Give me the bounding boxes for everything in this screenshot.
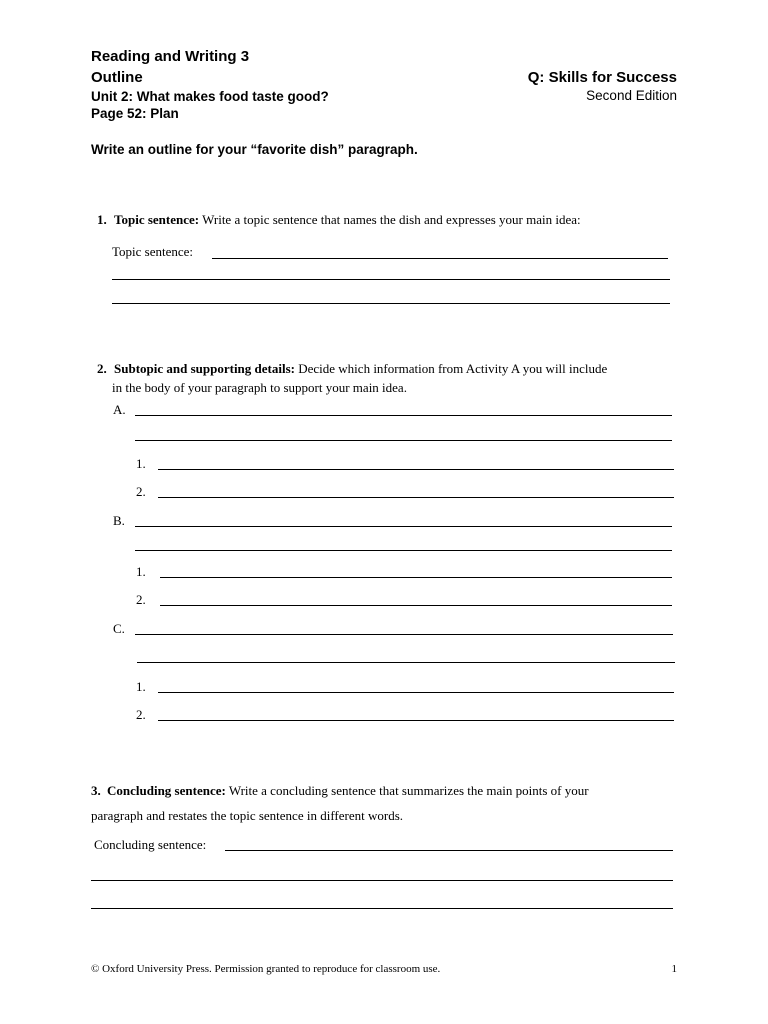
detail-number: 2. — [136, 707, 146, 722]
brand-title: Q: Skills for Success — [527, 69, 677, 86]
topic-sentence-label: Topic sentence: — [112, 244, 194, 259]
subtopic-line[interactable] — [135, 634, 673, 635]
detail-line[interactable] — [158, 692, 674, 693]
subtopic-line[interactable] — [135, 526, 672, 527]
section-2-number: 2. — [97, 361, 107, 376]
section-3-text-line2: paragraph and restates the topic sentence in different words. — [91, 808, 403, 823]
topic-sentence-line[interactable] — [212, 258, 668, 259]
section-3-text: Write a concluding sentence that summarizes the main points of your — [225, 783, 589, 798]
subtopic-line[interactable] — [137, 662, 675, 663]
section-2-lead: Subtopic and supporting details: — [114, 361, 295, 376]
section-1-heading — [97, 212, 581, 228]
subtopic-letter: A. — [113, 402, 126, 417]
concluding-sentence-label: Concluding sentence: — [94, 837, 207, 852]
course-title: Reading and Writing 3 — [91, 48, 250, 65]
concluding-sentence-line[interactable] — [225, 850, 673, 851]
detail-line[interactable] — [160, 577, 672, 578]
section-1-text: Write a topic sentence that names the dish and expresses your main idea: — [199, 212, 581, 227]
topic-sentence-line[interactable] — [112, 303, 670, 304]
detail-number: 2. — [136, 592, 146, 607]
section-3-heading — [91, 783, 589, 799]
page-number: 1 — [671, 963, 677, 975]
section-2-heading — [97, 361, 607, 377]
concluding-sentence-line[interactable] — [91, 908, 673, 909]
detail-number: 2. — [136, 484, 146, 499]
detail-line[interactable] — [158, 497, 674, 498]
subtopic-line[interactable] — [135, 550, 672, 551]
document-type: Outline — [91, 69, 143, 86]
edition-label: Second Edition — [586, 88, 677, 103]
detail-number: 1. — [136, 456, 146, 471]
section-3-number: 3. — [91, 783, 101, 798]
subtopic-letter: B. — [113, 513, 125, 528]
detail-line[interactable] — [158, 469, 674, 470]
section-2-text-line2: in the body of your paragraph to support your main idea. — [112, 380, 407, 395]
page-reference: Page 52: Plan — [91, 106, 179, 121]
section-1-number: 1. — [97, 212, 107, 227]
detail-line[interactable] — [160, 605, 672, 606]
subtopic-line[interactable] — [135, 440, 672, 441]
detail-number: 1. — [136, 564, 146, 579]
subtopic-line[interactable] — [135, 415, 672, 416]
detail-number: 1. — [136, 679, 146, 694]
section-3-lead: Concluding sentence: — [107, 783, 226, 798]
instruction-text: Write an outline for your “favorite dish” paragraph. — [91, 142, 418, 157]
topic-sentence-line[interactable] — [112, 279, 670, 280]
section-2-text: Decide which information from Activity A you will include — [294, 361, 608, 376]
detail-line[interactable] — [158, 720, 674, 721]
unit-title: Unit 2: What makes food taste good? — [91, 89, 329, 104]
section-1-lead: Topic sentence: — [114, 212, 200, 227]
footer-copyright: © Oxford University Press. Permission granted to reproduce for classroom use. — [91, 963, 441, 975]
concluding-sentence-line[interactable] — [91, 880, 673, 881]
subtopic-letter: C. — [113, 621, 125, 636]
